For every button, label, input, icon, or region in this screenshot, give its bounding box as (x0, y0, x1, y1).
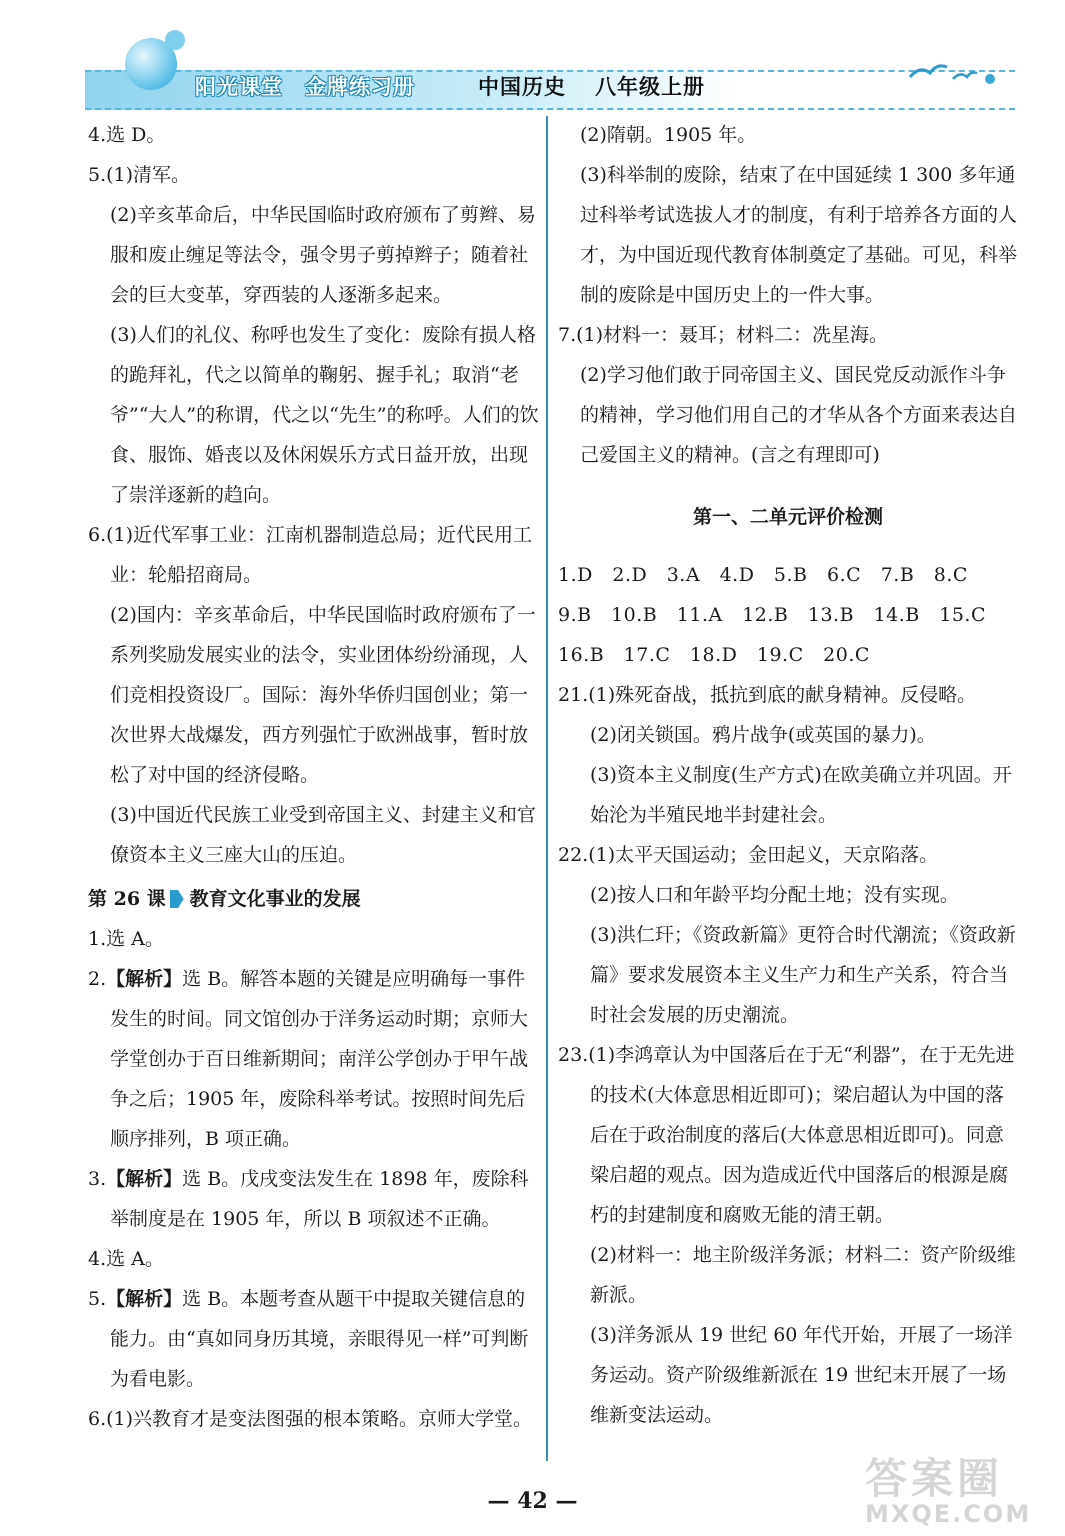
right-column (558, 115, 1018, 1435)
header-subject: 中国历史 (478, 74, 566, 99)
header-brand: 阳光课堂 金牌练习册 (195, 74, 415, 99)
answer-item: (2)隋朝。1905 年。 (580, 124, 757, 146)
lesson-number: 第 26 课 (88, 888, 166, 910)
answer-item: (2)材料一：地主阶级洋务派；材料二：资产阶级维新派。 (590, 1244, 1016, 1306)
watermark-top: 答案圈 (865, 1454, 1004, 1503)
answer-item: (3)洋务派从 19 世纪 60 年代开始，开展了一场洋务运动。资产阶级维新派在 19 世纪末开展了一场维新变法运动。 (590, 1324, 1013, 1426)
analysis-tag: 【解析】 (106, 1288, 183, 1310)
answer-item (88, 959, 543, 1159)
column-divider (546, 116, 548, 1461)
item-number: 5. (88, 1288, 107, 1310)
answer-item: (2)闭关锁国。鸦片战争(或英国的暴力)。 (590, 724, 936, 746)
answer-item: 6.(1)近代军事工业：江南机器制造总局；近代民用工业：轮船招商局。 (88, 524, 533, 586)
lesson-heading (88, 879, 543, 919)
page-number: — 42 — (487, 1488, 578, 1514)
birds-icon (905, 55, 980, 90)
header-dot-icon (165, 30, 185, 50)
header-end-dot-icon (985, 74, 995, 84)
answer-item (88, 1279, 543, 1399)
item-number: 2. (88, 968, 107, 990)
answer-item: (3)洪仁玕；《资政新篇》更符合时代潮流；《资政新篇》要求发展资本主义生产力和生产关系，符合当时社会发展的历史潮流。 (590, 924, 1016, 1026)
answer-item: (2)国内：辛亥革命后，中华民国临时政府颁布了一系列奖励发展实业的法令，实业团体纷纷涌现，人们竞相投资设厂。国际：海外华侨归国创业；第一次世界大战爆发，西方列强忙于欧洲战事，暂时放松了对中国的经济侵略。 (110, 604, 536, 786)
answer-item: 23.(1)李鸿章认为中国落后在于无“利器”，在于无先进的技术(大体意思相近即可)；梁启超认为中国的落后在于政治制度的落后(大体意思相近即可)。同意梁启超的观点。因为造成近代中国落后的根源是腐朽的封建制度和腐败无能的清王朝。 (558, 1044, 1015, 1226)
section-title: 第一、二单元评价检测 (692, 506, 883, 528)
answer-item: 21.(1)殊死奋战，抵抗到底的献身精神。反侵略。 (558, 684, 977, 706)
answer-item: (3)人们的礼仪、称呼也发生了变化：废除有损人格的跪拜礼，代之以简单的鞠躬、握手礼；取消“老爷”“大人”的称谓，代之以“先生”的称呼。人们的饮食、服饰、婚丧以及休闲娱乐方式日益开放，出现了崇洋逐新的趋向。 (110, 324, 539, 506)
answer-item: 1.选 A。 (88, 928, 164, 950)
analysis-text: 选 B。解答本题的关键是应明确每一事件发生的时间。同文馆创办于洋务运动时期；京师大学堂创办于百日维新期间；南洋公学创办于甲午战争之后；1905 年，废除科举考试。按照时间先后顺序排列，B 项正确。 (110, 968, 529, 1150)
answer-item: 7.(1)材料一：聂耳；材料二：冼星海。 (558, 324, 889, 346)
answer-item: 6.(1)兴教育才是变法图强的根本策略。京师大学堂。 (88, 1408, 533, 1430)
watermark-bottom: MXQE.COM (865, 1500, 1032, 1528)
answer-item: 22.(1)太平天国运动；金田起义，天京陷落。 (558, 844, 939, 866)
lesson-title: 教育文化事业的发展 (189, 888, 361, 910)
page-header (0, 0, 1065, 110)
watermark-logo (865, 1446, 1045, 1526)
item-number: 3. (88, 1168, 107, 1190)
answer-item: (2)按人口和年龄平均分配土地；没有实现。 (590, 884, 959, 906)
header-grade: 八年级上册 (595, 74, 705, 99)
left-column (88, 115, 543, 1439)
answer-item: (2)学习他们敢于同帝国主义、国民党反动派作斗争的精神，学习他们用自己的才华从各个方面来表达自己爱国主义的精神。(言之有理即可) (580, 364, 1018, 466)
analysis-tag: 【解析】 (106, 1168, 183, 1190)
analysis-tag: 【解析】 (106, 968, 183, 990)
lesson-arrow-icon (170, 890, 184, 908)
answer-row: 9.B 10.B 11.A 12.B 13.B 14.B 15.C (558, 604, 986, 626)
answer-item: (3)资本主义制度(生产方式)在欧美确立并巩固。开始沦为半殖民地半封建社会。 (590, 764, 1012, 826)
answer-item: 5.(1)清军。 (88, 164, 191, 186)
answer-item: (2)辛亥革命后，中华民国临时政府颁布了剪辫、易服和废止缠足等法令，强令男子剪掉辫子；随着社会的巨大变革，穿西装的人逐渐多起来。 (110, 204, 536, 306)
analysis-text: 选 B。戊戌变法发生在 1898 年，废除科举制度是在 1905 年，所以 B 项叙述不正确。 (110, 1168, 529, 1230)
answer-item (88, 1159, 543, 1239)
answer-row: 1.D 2.D 3.A 4.D 5.B 6.C 7.B 8.C (558, 564, 968, 586)
analysis-text: 选 B。本题考查从题干中提取关键信息的能力。由“真如同身历其境，亲眼得见一样”可判断为看电影。 (110, 1288, 529, 1390)
answer-item: (3)科举制的废除，结束了在中国延续 1 300 多年通过科举考试选拔人才的制度，有利于培养各方面的人才，为中国近现代教育体制奠定了基础。可见，科举制的废除是中国历史上的一件大事。 (580, 164, 1018, 306)
answer-item: 4.选 A。 (88, 1248, 164, 1270)
answer-item: (3)中国近代民族工业受到帝国主义、封建主义和官僚资本主义三座大山的压迫。 (110, 804, 536, 866)
answer-row: 16.B 17.C 18.D 19.C 20.C (558, 644, 870, 666)
answer-item: 4.选 D。 (88, 124, 166, 146)
